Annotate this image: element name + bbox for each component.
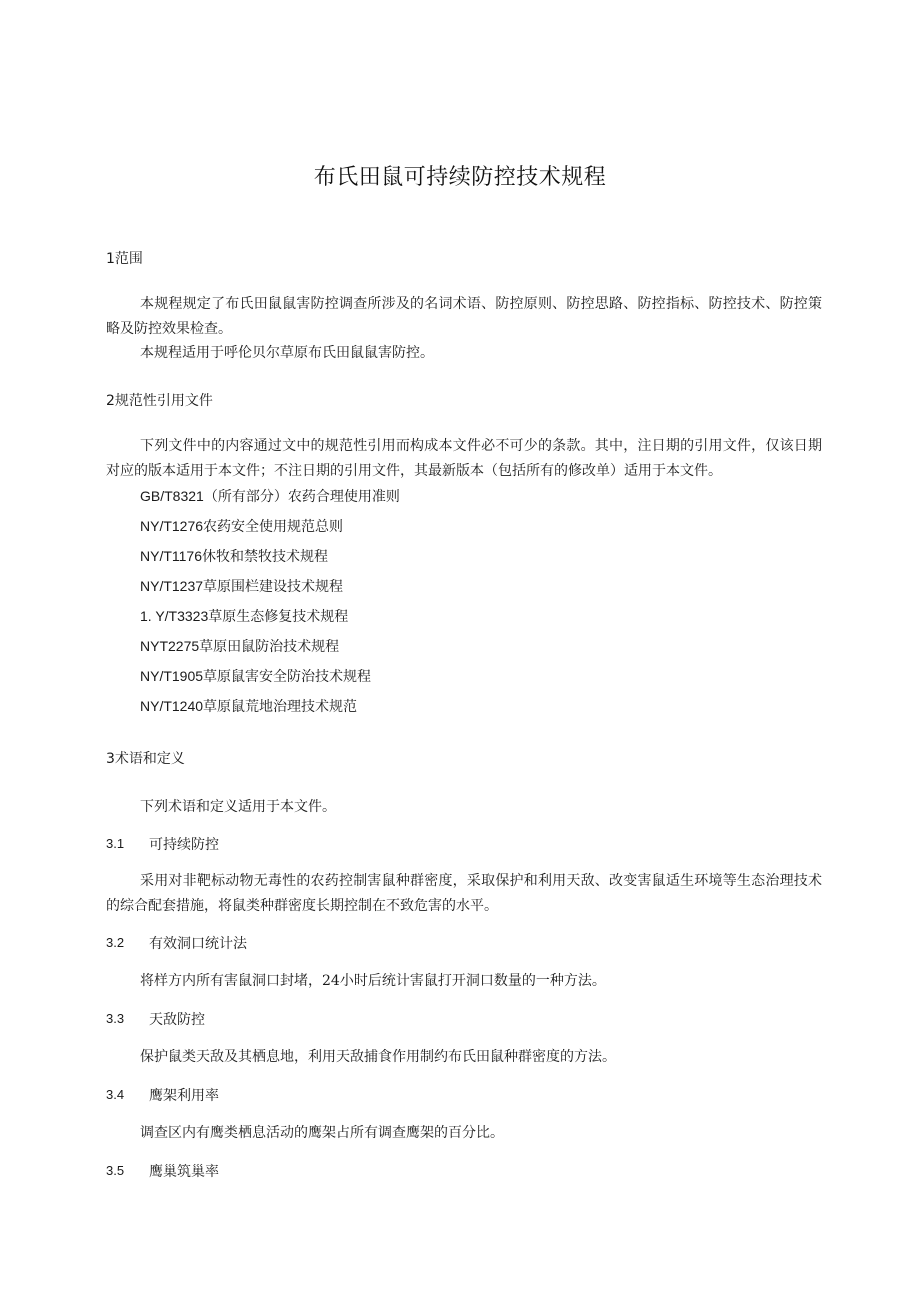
reference-title: 草原鼠荒地治理技术规范 (203, 699, 358, 715)
term-name: 可持续防控 (149, 837, 219, 853)
reference-item (140, 486, 400, 506)
reference-code: NY/T1237 (140, 578, 204, 594)
section-3-heading: 3术语和定义 (106, 751, 185, 767)
reference-title: （所有部分）农药合理使用准则 (203, 489, 400, 505)
reference-title: 草原田鼠防治技术规程 (199, 639, 340, 655)
reference-item (140, 666, 371, 686)
term-name: 有效洞口统计法 (149, 936, 247, 952)
section-1-paragraph-2: 本规程适用于呼伦贝尔草原布氏田鼠鼠害防控。 (140, 345, 434, 361)
reference-code: NYT2275 (140, 638, 200, 654)
term-number: 3.1 (106, 836, 125, 851)
term-definition: 调查区内有鹰类栖息活动的鹰架占所有调查鹰架的百分比。 (140, 1125, 504, 1141)
reference-code: NY/T1176 (140, 548, 202, 564)
term-definition: 保护鼠类天敌及其栖息地，利用天敌捕食作用制约布氏田鼠种群密度的方法。 (140, 1049, 616, 1065)
reference-item (140, 576, 343, 596)
reference-item (140, 516, 343, 536)
term-name: 鹰架利用率 (149, 1088, 219, 1104)
reference-title: 草原鼠害安全防治技术规程 (203, 669, 372, 685)
reference-item (140, 636, 339, 656)
section-2-heading: 2规范性引用文件 (106, 393, 213, 409)
reference-item (140, 696, 357, 716)
reference-code: NY/T1905 (140, 668, 204, 684)
term-number: 3.2 (106, 935, 125, 950)
section-1-heading: 1范围 (106, 251, 143, 267)
reference-item (140, 606, 348, 626)
term-name: 天敌防控 (149, 1012, 205, 1028)
term-definition: 将样方内所有害鼠洞口封堵，24小时后统计害鼠打开洞口数量的一种方法。 (140, 973, 606, 989)
term-number: 3.4 (106, 1087, 125, 1102)
section-2-paragraph: 下列文件中的内容通过文中的规范性引用而构成本文件必不可少的条款。其中，注日期的引用文件，仅该日期对应的版本适用于本文件；不注日期的引用文件，其最新版本（包括所有的修改单）适用于本文件。 (106, 438, 822, 479)
reference-code: 1. Y/T3323 (140, 608, 209, 624)
reference-title: 草原围栏建设技术规程 (203, 579, 344, 595)
reference-title: 农药安全使用规范总则 (203, 519, 344, 535)
term-number: 3.5 (106, 1163, 125, 1178)
document-title: 布氏田鼠可持续防控技术规程 (313, 165, 607, 190)
reference-title: 休牧和禁牧技术规程 (202, 549, 328, 565)
section-3-intro: 下列术语和定义适用于本文件。 (140, 799, 336, 815)
term-number: 3.3 (106, 1011, 125, 1026)
reference-code: GB/T8321 (140, 488, 204, 504)
reference-code: NY/T1276 (140, 518, 204, 534)
reference-code: NY/T1240 (140, 698, 204, 714)
reference-title: 草原生态修复技术规程 (208, 609, 349, 625)
term-name: 鹰巢筑巢率 (149, 1164, 219, 1180)
reference-item (140, 546, 328, 566)
section-1-paragraph-1: 本规程规定了布氏田鼠鼠害防控调查所涉及的名词术语、防控原则、防控思路、防控指标、防控技术、防控策略及防控效果检查。 (106, 296, 822, 337)
term-definition: 采用对非靶标动物无毒性的农药控制害鼠种群密度，采取保护和利用天敌、改变害鼠适生环境等生态治理技术的综合配套措施，将鼠类种群密度长期控制在不致危害的水平。 (106, 873, 822, 914)
